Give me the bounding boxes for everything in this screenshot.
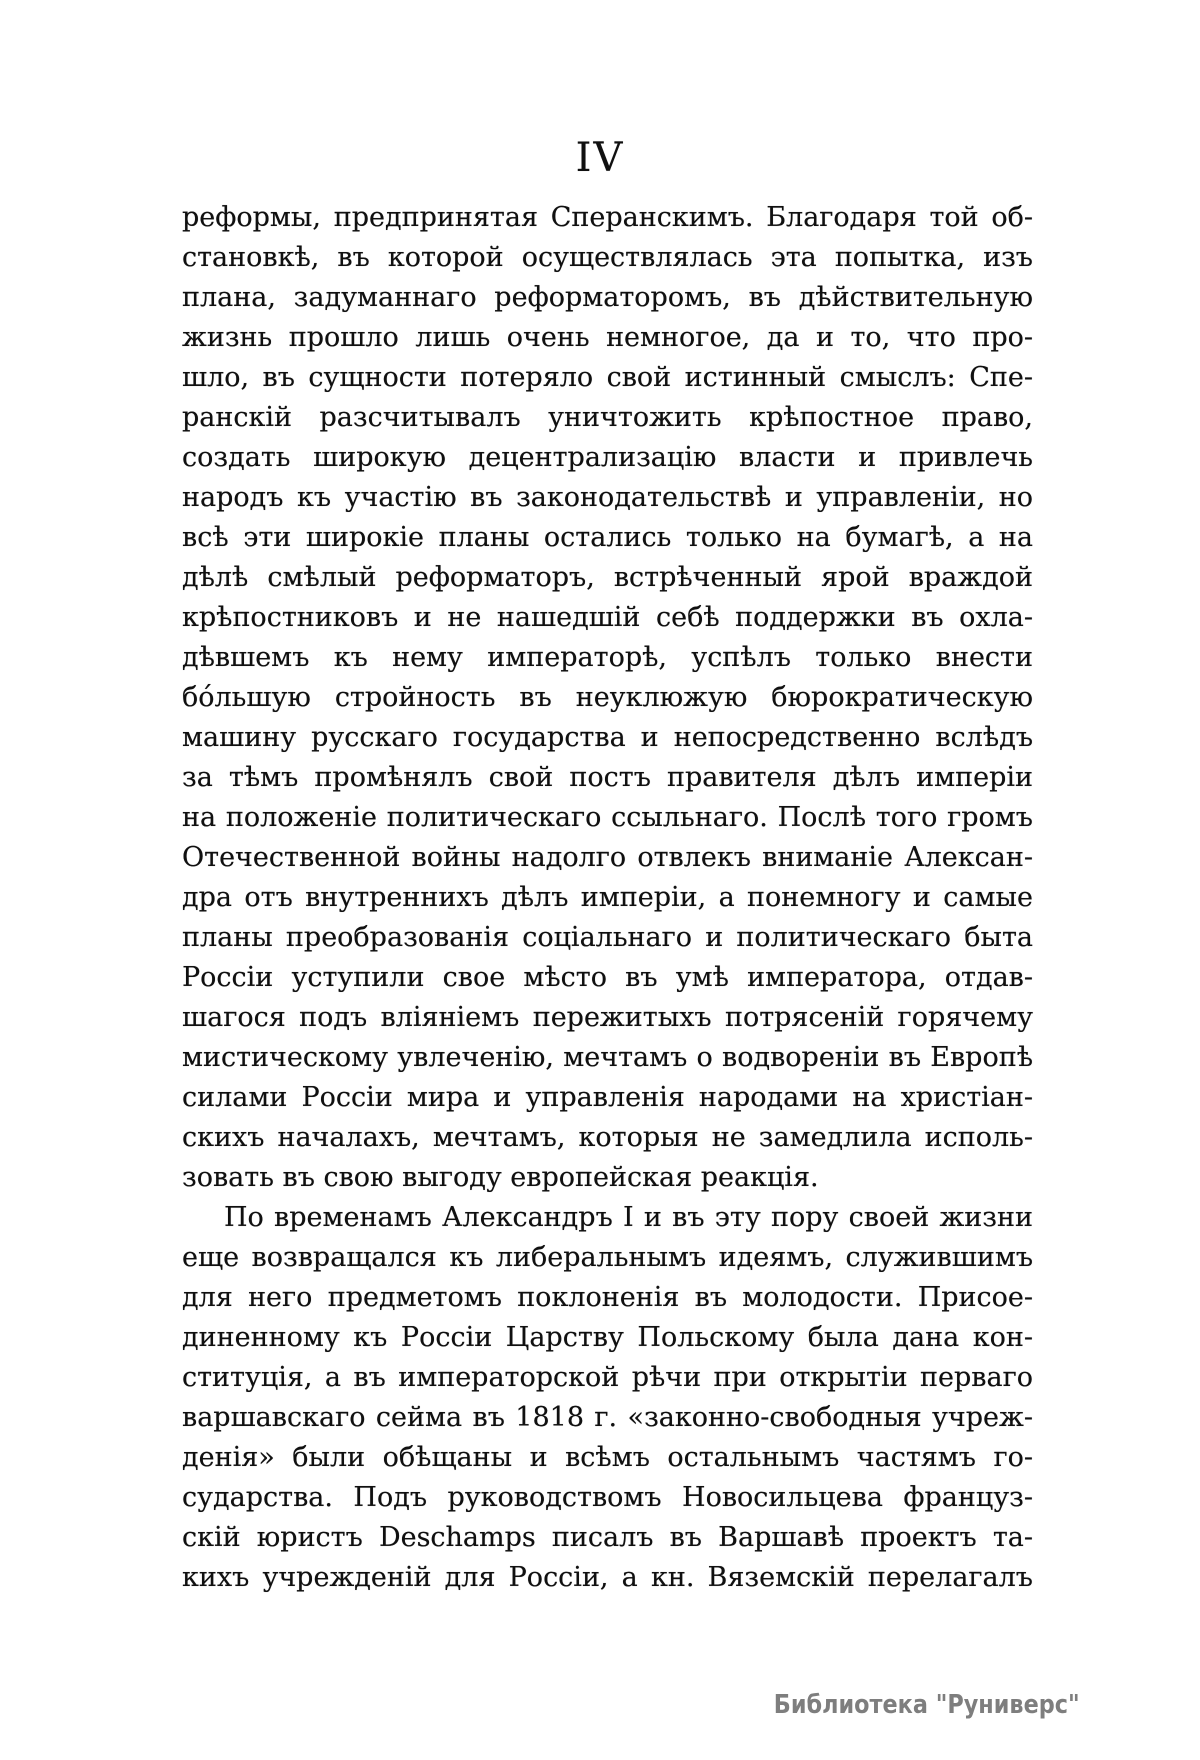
- text-line: ституція, а въ императорской рѣчи при открытіи перваго: [182, 1362, 1033, 1393]
- text-line: сударства. Подъ руководствомъ Новосильцева француз-: [182, 1482, 1033, 1513]
- text-line: скихъ началахъ, мечтамъ, которыя не замедлила исполь-: [182, 1122, 1033, 1153]
- text-line: крѣпостниковъ и не нашедшій себѣ поддержки въ охла-: [182, 602, 1033, 633]
- text-line: Отечественной войны надолго отвлекъ вниманіе Алексан-: [182, 842, 1033, 873]
- text-line: кихъ учрежденій для Россіи, а кн. Вяземскій перелагалъ: [182, 1562, 1033, 1593]
- text-block: [182, 198, 1033, 1598]
- library-watermark: Библиотека "Руниверс": [774, 1690, 1080, 1720]
- text-line: всѣ эти широкіе планы остались только на бумагѣ, а на: [182, 522, 1033, 553]
- text-line: силами Россіи мира и управленія народами на христіан-: [182, 1082, 1033, 1113]
- text-line: машину русскаго государства и непосредственно вслѣдъ: [182, 722, 1033, 753]
- text-line: дѣвшемъ къ нему императорѣ, успѣлъ только внести: [182, 642, 1033, 673]
- text-line: становкѣ, въ которой осуществлялась эта попытка, изъ: [182, 242, 1033, 273]
- text-line: для него предметомъ поклоненія въ молодости. Присое-: [182, 1282, 1033, 1313]
- text-line: народъ къ участію въ законодательствѣ и управленіи, но: [182, 482, 1033, 513]
- text-line: скій юристъ Deschamps писалъ въ Варшавѣ проектъ та-: [182, 1522, 1033, 1553]
- text-line: бо́льшую стройность въ неуклюжую бюрократическую: [182, 682, 1033, 713]
- text-line: дра отъ внутреннихъ дѣлъ имперіи, а понемногу и самые: [182, 882, 1033, 913]
- text-line: создать широкую децентрализацію власти и привлечь: [182, 442, 1033, 473]
- text-line: реформы, предпринятая Сперанскимъ. Благодаря той об-: [182, 202, 1033, 233]
- page-number: IV: [575, 135, 625, 181]
- text-line: шагося подъ вліяніемъ пережитыхъ потрясеній горячему: [182, 1002, 1033, 1033]
- text-line: ранскій разсчитывалъ уничтожить крѣпостное право,: [182, 402, 1033, 433]
- text-line: на положеніе политическаго ссыльнаго. Послѣ того громъ: [182, 802, 1033, 833]
- text-line: диненному къ Россіи Царству Польскому была дана кон-: [182, 1322, 1033, 1353]
- text-line: еще возвращался къ либеральнымъ идеямъ, служившимъ: [182, 1242, 1033, 1273]
- text-line: плана, задуманнаго реформаторомъ, въ дѣйствительную: [182, 282, 1033, 313]
- text-line: зовать въ свою выгоду европейская реакція.: [182, 1162, 819, 1193]
- text-line: дѣлѣ смѣлый реформаторъ, встрѣченный ярой враждой: [182, 562, 1033, 593]
- text-line: планы преобразованія соціальнаго и политическаго быта: [182, 922, 1033, 953]
- text-line: варшавскаго сейма въ 1818 г. «законно-свободныя учреж-: [182, 1402, 1033, 1433]
- text-line: По временамъ Александръ I и въ эту пору своей жизни: [224, 1202, 1033, 1233]
- text-line: Россіи уступили свое мѣсто въ умѣ императора, отдав-: [182, 962, 1033, 993]
- text-line: за тѣмъ промѣнялъ свой постъ правителя дѣлъ имперіи: [182, 762, 1033, 793]
- text-line: денія» были обѣщаны и всѣмъ остальнымъ частямъ го-: [182, 1442, 1033, 1473]
- text-line: жизнь прошло лишь очень немногое, да и то, что про-: [182, 322, 1033, 353]
- text-line: мистическому увлеченію, мечтамъ о водвореніи въ Европѣ: [182, 1042, 1033, 1073]
- text-line: шло, въ сущности потеряло свой истинный смыслъ: Спе-: [182, 362, 1033, 393]
